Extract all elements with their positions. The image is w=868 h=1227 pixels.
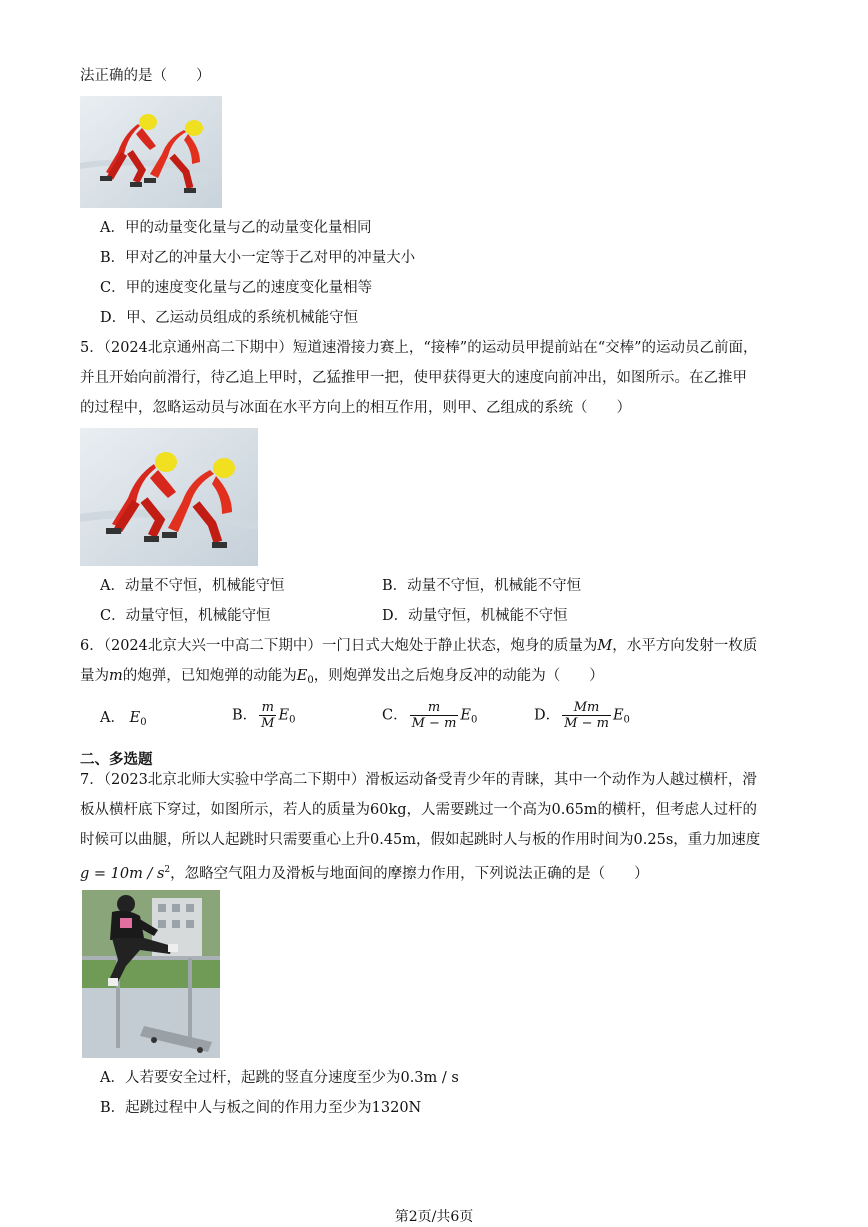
skaters-image-2 [80, 428, 258, 566]
q4-option-d: D．甲、乙运动员组成的系统机械能守恒 [100, 310, 359, 326]
page-number-footer: 第2页/共6页 [394, 1209, 474, 1225]
q6-line-1: 6．（2024北京大兴一中高二下期中）一门日式大炮处于静止状态，炮身的质量为M，水平方向发射一枚质 [80, 638, 758, 654]
skateboarder-image [82, 890, 220, 1058]
q4-option-a: A．甲的动量变化量与乙的动量变化量相同 [100, 220, 372, 236]
q7-skateboard-photo [82, 890, 220, 1058]
q6-option-c: C． $\frac{m}{M - m}$ $E_0$ [382, 700, 478, 731]
q6-option-b: B． $\frac{m}{M}$ $E_0$ [232, 700, 296, 731]
q5-skaters-photo [80, 428, 258, 566]
q5-line-2: 并且开始向前滑行，待乙追上甲时，乙猛推甲一把，使甲获得更大的速度向前冲出，如图所示。在乙推甲 [80, 370, 747, 386]
q7-line-4: $g = 10m / s^2$，忽略空气阻力及滑板与地面间的摩擦力作用，下列说法正确的是（ ） [80, 865, 649, 882]
q5-line-3: 的过程中，忽略运动员与冰面在水平方向上的相互作用，则甲、乙组成的系统（ ） [80, 400, 631, 416]
q7-line-3: 时候可以曲腿，所以人起跳时只需要重心上升0.45m，假如起跳时人与板的作用时间为0.25s，重力加速度 [80, 832, 761, 848]
q4-option-c: C．甲的速度变化量与乙的速度变化量相等 [100, 280, 373, 296]
q6-option-a: A． $E_0$ [100, 710, 147, 728]
q4-option-b: B．甲对乙的冲量大小一定等于乙对甲的冲量大小 [100, 250, 416, 266]
q6-line-2: 量为m的炮弹，已知炮弹的动能为$E_0$，则炮弹发出之后炮身反冲的动能为（ ） [80, 668, 604, 686]
q7-line-1: 7．（2023北京北师大实验中学高二下期中）滑板运动备受青少年的青睐，其中一个动作为人越过横杆，滑 [80, 772, 757, 788]
q4-stem-tail: 法正确的是（ ） [80, 68, 211, 84]
q5-option-c: C．动量守恒，机械能守恒 [100, 608, 271, 624]
q4-skaters-photo [80, 96, 222, 208]
section-multiple-choice-heading: 二、多选题 [80, 752, 153, 768]
q5-line-1: 5．（2024北京通州高二下期中）短道速滑接力赛上，“接棒”的运动员甲提前站在“交棒”的运动员乙前面， [80, 340, 758, 356]
q6-option-d: D． $\frac{Mm}{M - m}$ $E_0$ [534, 700, 630, 731]
q5-option-d: D．动量守恒，机械能不守恒 [382, 608, 568, 624]
q7-option-b: B．起跳过程中人与板之间的作用力至少为1320N [100, 1100, 422, 1116]
q7-line-2: 板从横杆底下穿过，如图所示，若人的质量为60kg，人需要跳过一个高为0.65m的横杆，但考虑人过杆的 [80, 802, 758, 818]
q5-option-a: A．动量不守恒，机械能守恒 [100, 578, 285, 594]
q5-option-b: B．动量不守恒，机械能不守恒 [382, 578, 582, 594]
skaters-image-1 [80, 96, 222, 208]
q7-option-a: A．人若要安全过杆，起跳的竖直分速度至少为0.3m / s [100, 1070, 459, 1086]
